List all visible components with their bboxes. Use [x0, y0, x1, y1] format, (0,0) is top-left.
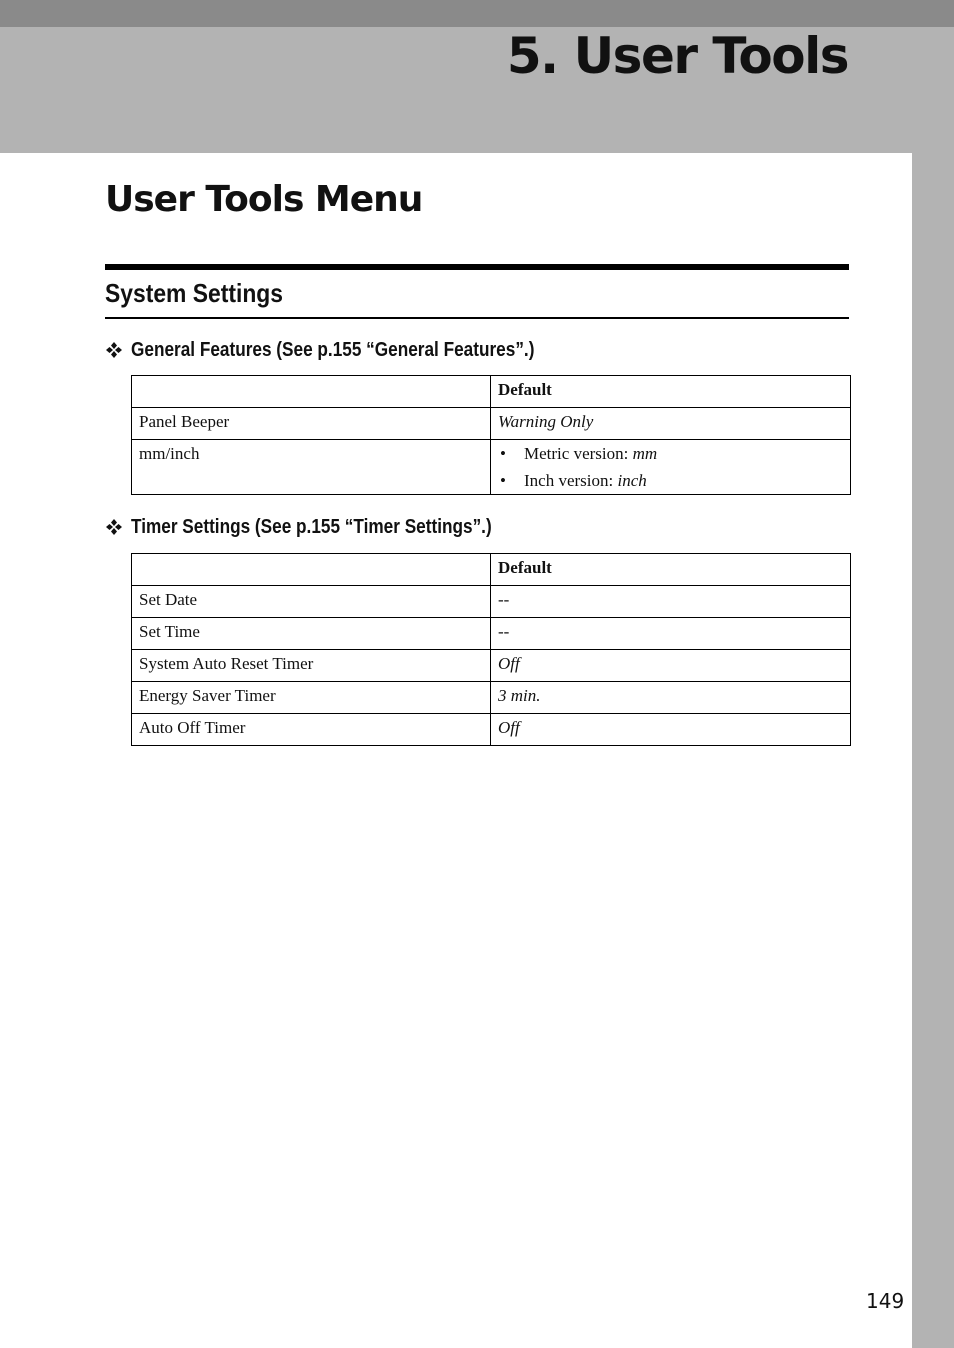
header-cell-default: Default: [491, 554, 851, 586]
list-item-label: Metric version:: [524, 444, 633, 463]
header-cell-default: Default: [491, 376, 851, 408]
general-features-table: [131, 375, 851, 495]
default-value-cell: [491, 440, 851, 495]
table-row: [132, 650, 851, 682]
table-header-row: [132, 376, 851, 408]
default-value-cell: Warning Only: [491, 408, 851, 440]
timer-settings-heading-text: Timer Settings (See p.155 “Timer Settings”.): [131, 516, 492, 538]
timer-settings-heading: [105, 514, 550, 540]
list-item-label: Inch version:: [524, 471, 618, 490]
list-item-value: mm: [632, 444, 658, 463]
table-header-row: [132, 554, 851, 586]
setting-name-cell: Set Date: [132, 586, 491, 618]
table-row: [132, 618, 851, 650]
default-value-cell: --: [491, 618, 851, 650]
table-row: [132, 714, 851, 746]
setting-name-cell: Energy Saver Timer: [132, 682, 491, 714]
section-title: User Tools Menu: [105, 179, 423, 220]
default-value-cell: Off: [491, 650, 851, 682]
default-value-cell: --: [491, 586, 851, 618]
table-row: [132, 440, 851, 495]
setting-name-cell: mm/inch: [132, 440, 491, 495]
four-diamond-icon: [105, 518, 123, 536]
section-rule-thin: [105, 317, 849, 319]
four-diamond-icon: [105, 341, 123, 359]
setting-name-cell: Auto Off Timer: [132, 714, 491, 746]
table-row: [132, 682, 851, 714]
list-item: [498, 467, 843, 494]
setting-name-cell: Panel Beeper: [132, 408, 491, 440]
chapter-title: 5. User Tools: [506, 27, 848, 85]
header-cell-setting: [132, 554, 491, 586]
setting-name-cell: System Auto Reset Timer: [132, 650, 491, 682]
setting-name-cell: Set Time: [132, 618, 491, 650]
section-rule-thick: [105, 264, 849, 270]
page-number: 149: [866, 1289, 905, 1313]
list-item: [498, 440, 843, 467]
general-features-heading: [105, 337, 600, 363]
list-item-value: inch: [617, 471, 647, 490]
header-cell-setting: [132, 376, 491, 408]
header-top-strip: [0, 0, 954, 27]
subsection-title: System Settings: [105, 278, 284, 308]
timer-settings-table: [131, 553, 851, 746]
side-thumb-band: [912, 153, 954, 1348]
default-value-cell: 3 min.: [491, 682, 851, 714]
default-value-cell: Off: [491, 714, 851, 746]
general-features-heading-text: General Features (See p.155 “General Features”.): [131, 339, 535, 361]
table-row: [132, 408, 851, 440]
default-values-list: [498, 440, 843, 494]
table-row: [132, 586, 851, 618]
